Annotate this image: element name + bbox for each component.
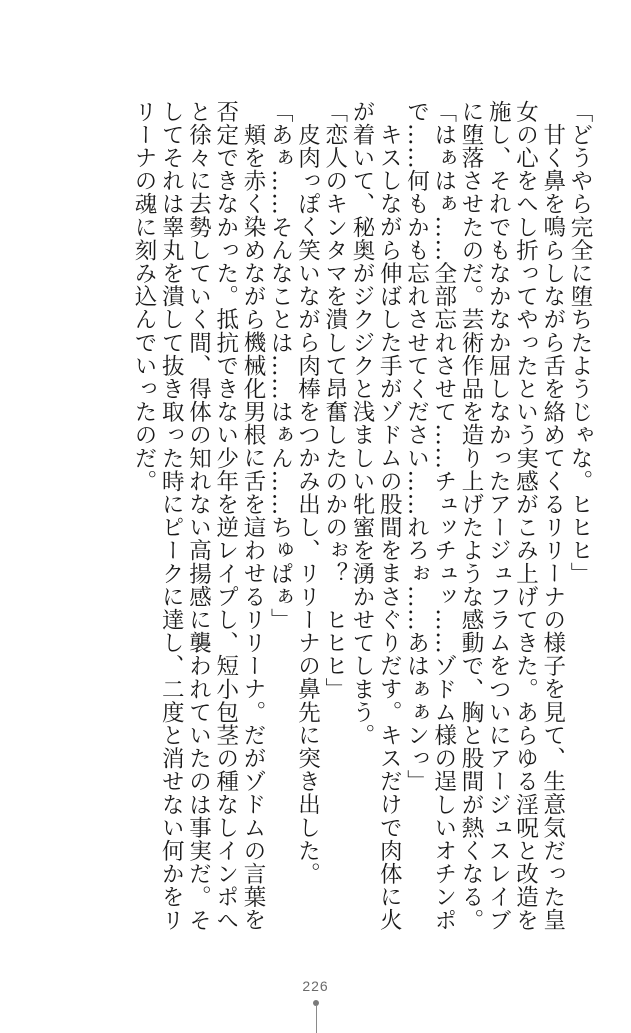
vertical-text-body: [33, 100, 593, 950]
narration-paragraph-4: 頬を赤く染めながら機械化男根に舌を這わせるリリーナ。だがゾドムの言葉を否定できなかった。抵抗できない少年を逆レイプし、短小包茎の種なしインポへと徐々に去勢していく間、得体の知れない高揚感に襲われていたのは事実だ。そしてそれは睾丸を潰して抜き取った時にピークに達し、二度と消せない何かをリリーナの魂に刻み込んでいったのだ。: [131, 100, 266, 932]
narration-paragraph-3: 皮肉っぽく笑いながら肉棒をつかみ出し、リリーナの鼻先に突き出した。: [294, 122, 321, 885]
page-marker: [313, 1000, 319, 1033]
dialogue-line-1: 「どうやら完全に堕ちたようじゃな。ヒヒヒ」: [567, 100, 593, 586]
narration-paragraph-2: キスしながら伸ばした手がゾドムの股間をまさぐりだす。キスだけで肉体に火が着いて、秘奥がジクジクと浅ましい牝蜜を湧かせてしまう。: [349, 100, 403, 931]
dialogue-line-2: 「はぁはぁ……全部忘れさせて……チュッチュッ……ゾドム様の逞しいオチンポで……何もかも忘れさせてください……れろぉ……あはぁぁンっ」: [403, 100, 457, 932]
page-number: 226: [302, 978, 329, 994]
page-marker-line: [316, 1005, 317, 1033]
narration-paragraph-1: 甘く鼻を鳴らしながら舌を絡めてくるリリーナの様子を見て、生意気だった皇女の心をへし折ってやったという実感がこみ上げてきた。あらゆる淫呪と改造を施し、それでもなかなか屈しなかったアージュフラムをついにアージュスレイブに堕落させたのだ。芸術作品を造り上げたような感動で、胸と股間が熱くなる。: [458, 100, 566, 932]
dialogue-line-4: 「あぁ……そんなことは……はぁん……ちゅぱぁ」: [267, 100, 294, 632]
dialogue-line-3: 「恋人のキンタマを潰して昂奮したのかのぉ？ ヒヒヒ」: [321, 100, 348, 701]
